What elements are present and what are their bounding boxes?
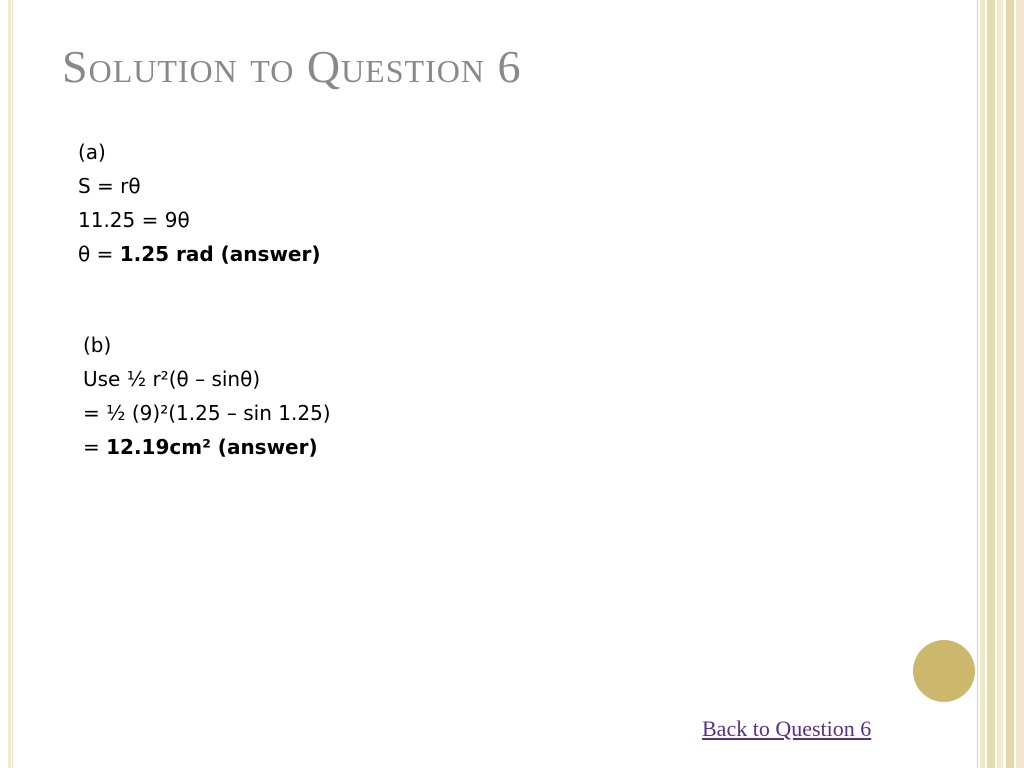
stripe	[987, 0, 995, 768]
part-a-solution	[78, 135, 321, 271]
stripe	[997, 0, 1003, 768]
part-a-formula: S = rθ	[78, 174, 141, 198]
part-a-answer: 1.25 rad (answer)	[119, 242, 321, 266]
part-a-result-prefix: θ =	[78, 242, 120, 266]
stripe	[977, 0, 978, 768]
part-b-answer: 12.19cm² (answer)	[106, 435, 318, 459]
part-b-formula: Use ½ r²(θ – sinθ)	[83, 367, 261, 391]
part-a-substitution: 11.25 = 9θ	[78, 208, 190, 232]
part-b-result	[83, 430, 331, 464]
stripe	[980, 0, 985, 768]
part-b-substitution: = ½ (9)²(1.25 – sin 1.25)	[83, 401, 331, 425]
part-b-result-prefix: =	[83, 435, 107, 459]
part-b-label: (b)	[83, 333, 112, 357]
right-stripe-decoration	[977, 0, 1024, 768]
stripe	[1006, 0, 1014, 768]
part-a-label: (a)	[78, 140, 106, 164]
slide-title: Solution to Question 6	[62, 41, 522, 92]
part-a-result	[78, 237, 321, 271]
decorative-circle	[913, 640, 975, 702]
back-to-question-link[interactable]: Back to Question 6	[702, 716, 872, 741]
part-b-solution	[83, 328, 331, 464]
left-border-decoration	[0, 0, 13, 768]
stripe	[1016, 0, 1024, 768]
